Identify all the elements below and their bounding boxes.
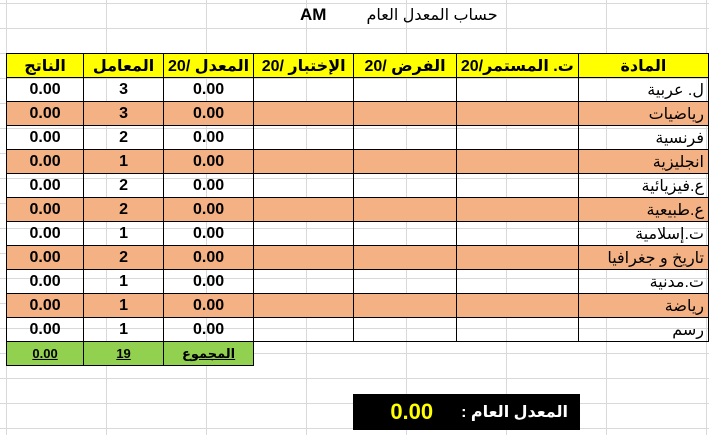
homework-input-cell[interactable] (354, 222, 457, 246)
blank-cell (254, 342, 354, 366)
coefficient-cell: 1 (84, 150, 164, 174)
col-exam: الإختبار /20 (254, 54, 354, 78)
exam-input-cell[interactable] (254, 126, 354, 150)
continuous-input-cell[interactable] (456, 198, 578, 222)
subject-cell: فرنسية (578, 126, 708, 150)
table-row (7, 102, 709, 126)
exam-input-cell[interactable] (254, 198, 354, 222)
average-cell: 0.00 (164, 102, 254, 126)
blank-cell (456, 342, 578, 366)
homework-input-cell[interactable] (354, 318, 457, 342)
result-cell: 0.00 (7, 294, 84, 318)
continuous-input-cell[interactable] (456, 222, 578, 246)
result-cell: 0.00 (7, 198, 84, 222)
title-code: AM (300, 5, 327, 24)
subject-cell: انجليزية (578, 150, 708, 174)
continuous-input-cell[interactable] (456, 318, 578, 342)
homework-input-cell[interactable] (354, 174, 457, 198)
homework-input-cell[interactable] (354, 246, 457, 270)
continuous-input-cell[interactable] (456, 270, 578, 294)
result-cell: 0.00 (7, 174, 84, 198)
table-row (7, 222, 709, 246)
exam-input-cell[interactable] (254, 270, 354, 294)
subject-cell: تاريخ و جغرافيا (578, 246, 708, 270)
general-average-value: 0.00 (390, 399, 434, 424)
average-cell: 0.00 (164, 78, 254, 102)
homework-input-cell[interactable] (354, 126, 457, 150)
homework-input-cell[interactable] (354, 102, 457, 126)
homework-input-cell[interactable] (354, 198, 457, 222)
col-result: الناتج (7, 54, 84, 78)
subject-cell: ت.إسلامية (578, 222, 708, 246)
coefficient-cell: 2 (84, 126, 164, 150)
homework-input-cell[interactable] (354, 78, 457, 102)
totals-row (7, 342, 709, 366)
subject-cell: ع.فيزيائية (578, 174, 708, 198)
table-row (7, 318, 709, 342)
exam-input-cell[interactable] (254, 78, 354, 102)
exam-input-cell[interactable] (254, 246, 354, 270)
coefficient-cell: 2 (84, 246, 164, 270)
homework-input-cell[interactable] (354, 294, 457, 318)
result-cell: 0.00 (7, 102, 84, 126)
col-homework: الفرض /20 (354, 54, 457, 78)
exam-input-cell[interactable] (254, 294, 354, 318)
coefficient-cell: 3 (84, 78, 164, 102)
coefficient-cell: 1 (84, 294, 164, 318)
continuous-input-cell[interactable] (456, 294, 578, 318)
average-cell: 0.00 (164, 150, 254, 174)
exam-input-cell[interactable] (254, 174, 354, 198)
average-cell: 0.00 (164, 198, 254, 222)
average-cell: 0.00 (164, 294, 254, 318)
exam-input-cell[interactable] (254, 222, 354, 246)
subject-cell: رياضة (578, 294, 708, 318)
continuous-input-cell[interactable] (456, 102, 578, 126)
continuous-input-cell[interactable] (456, 174, 578, 198)
table-row (7, 270, 709, 294)
coefficient-cell: 1 (84, 270, 164, 294)
totals-label: المجموع (164, 342, 254, 366)
continuous-input-cell[interactable] (456, 126, 578, 150)
subject-cell: ت.مدنية (578, 270, 708, 294)
coefficient-cell: 3 (84, 102, 164, 126)
continuous-input-cell[interactable] (456, 150, 578, 174)
result-cell: 0.00 (7, 246, 84, 270)
result-cell: 0.00 (7, 150, 84, 174)
table-row (7, 246, 709, 270)
subject-cell: ل. عربية (578, 78, 708, 102)
col-average: المعدل /20 (164, 54, 254, 78)
table-row (7, 78, 709, 102)
header-row (7, 54, 709, 78)
result-cell: 0.00 (7, 78, 84, 102)
average-cell: 0.00 (164, 222, 254, 246)
page-title (300, 4, 520, 26)
table-row (7, 294, 709, 318)
title-text: حساب المعدل العام (366, 7, 498, 24)
blank-cell (354, 342, 457, 366)
col-continuous: ت. المستمر/20 (456, 54, 578, 78)
result-cell: 0.00 (7, 222, 84, 246)
subject-cell: ع.طبيعية (578, 198, 708, 222)
general-average-box (353, 394, 580, 430)
table-row (7, 174, 709, 198)
continuous-input-cell[interactable] (456, 246, 578, 270)
coefficient-sum: 19 (84, 342, 164, 366)
table-row (7, 126, 709, 150)
coefficient-cell: 2 (84, 198, 164, 222)
general-average-label: المعدل العام : (461, 404, 568, 421)
col-coefficient: المعامل (84, 54, 164, 78)
result-sum: 0.00 (7, 342, 84, 366)
average-cell: 0.00 (164, 318, 254, 342)
subject-cell: رياضيات (578, 102, 708, 126)
grades-table (6, 53, 709, 366)
homework-input-cell[interactable] (354, 270, 457, 294)
continuous-input-cell[interactable] (456, 78, 578, 102)
coefficient-cell: 1 (84, 222, 164, 246)
col-subject: المادة (578, 54, 708, 78)
coefficient-cell: 2 (84, 174, 164, 198)
coefficient-cell: 1 (84, 318, 164, 342)
table-row (7, 198, 709, 222)
homework-input-cell[interactable] (354, 150, 457, 174)
average-cell: 0.00 (164, 126, 254, 150)
blank-cell (578, 342, 708, 366)
exam-input-cell[interactable] (254, 150, 354, 174)
subject-cell: رسم (578, 318, 708, 342)
exam-input-cell[interactable] (254, 102, 354, 126)
result-cell: 0.00 (7, 126, 84, 150)
average-cell: 0.00 (164, 246, 254, 270)
result-cell: 0.00 (7, 270, 84, 294)
average-cell: 0.00 (164, 174, 254, 198)
table-row (7, 150, 709, 174)
average-cell: 0.00 (164, 270, 254, 294)
result-cell: 0.00 (7, 318, 84, 342)
exam-input-cell[interactable] (254, 318, 354, 342)
